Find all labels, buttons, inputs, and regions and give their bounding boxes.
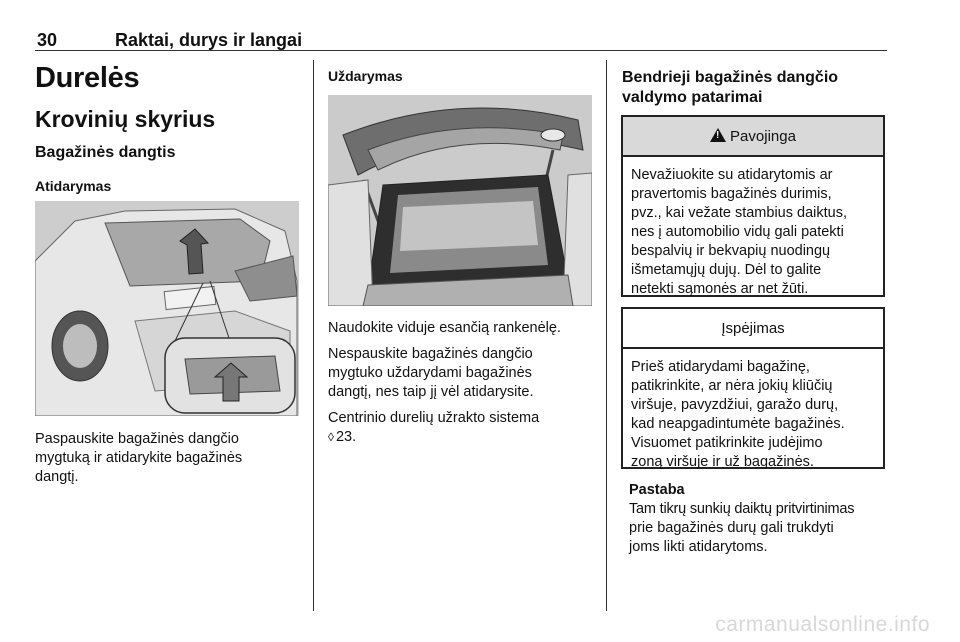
caption-line: Paspauskite bagažinės dangčio [35,431,239,447]
caption-line: dangtį. [35,469,79,485]
caution-header [623,309,883,349]
page-ref-icon: ◊ [328,430,334,444]
note-title: Pastaba [629,482,685,498]
general-tips-heading [622,68,838,108]
opening-heading: Atidarymas [35,178,112,194]
danger-line: pvz., kai vežate stambius daiktus, [631,205,847,221]
text-line: dangtį, nes taip jį vėl atidarysite. [328,384,534,400]
watermark: carmanualsonline.info [715,613,930,636]
text-line: Centrinio durelių užrakto sistema [328,410,540,426]
header-rule [35,50,887,51]
text-line: mygtuko uždarydami bagažinės [328,365,532,381]
closing-paragraph-1: Naudokite viduje esančią rankenėlę. [328,320,561,336]
note-line: Tam tikrų sunkių daiktų pritvirtinimas [629,501,855,517]
caution-line: Visuomet patikrinkite judėjimo [631,435,823,451]
central-locking-reference [328,409,600,447]
danger-line: pravertomis bagažinės durimis, [631,186,832,202]
page-number: 30 [37,30,58,50]
caution-box [621,307,885,469]
caution-line: viršuje, pavyzdžiui, garažo durų, [631,397,839,413]
danger-line: Nevažiuokite su atidarytomis ar [631,167,833,183]
column-divider-2 [606,60,607,611]
caution-line: zoną viršuje ir už bagažinės. [631,454,814,470]
chapter-title: Raktai, durys ir langai [115,30,303,50]
tailgate-button-illustration [35,201,299,416]
caption-line: mygtuką ir atidarykite bagažinės [35,450,243,466]
caution-line: patikrinkite, ar nėra jokių kliūčių [631,378,833,394]
danger-box [621,115,885,297]
subsection-heading: Krovinių skyrius [35,106,216,132]
topic-heading: Bagažinės dangtis [35,144,176,161]
heading-line: Bendrieji bagažinės dangčio [622,69,839,86]
text-line: Nespauskite bagažinės dangčio [328,346,533,362]
danger-header [623,117,883,157]
page-ref-number: 23. [335,429,357,445]
closing-text [328,319,600,454]
section-heading: Durelės [35,62,140,94]
column-divider-1 [313,60,314,611]
caution-line: kad neapgadintumėte bagažinės. [631,416,845,432]
danger-line: netekti sąmonės ar net žūti. [631,281,809,297]
caution-title: Įspėjimas [721,319,785,337]
danger-line: nes į automobilio vidų gali patekti [631,224,844,240]
danger-line: išmetamųjų dujų. Dėl to galite [631,262,822,278]
heading-line: valdymo patarimai [622,89,763,106]
page-reference-link[interactable] [328,429,356,445]
danger-body [623,157,883,299]
danger-line: bespalvių ir bekvapių nuodingų [631,243,831,259]
closing-paragraph-2 [328,345,600,402]
caution-body [623,349,883,472]
note-line: joms likti atidarytoms. [629,539,768,555]
caution-line: Prieš atidarydami bagažinę, [631,359,810,375]
danger-title: Pavojinga [730,127,796,145]
closing-heading: Uždarymas [328,68,403,84]
opening-caption [35,430,303,487]
warning-triangle-icon [710,128,726,142]
tailgate-closing-illustration [328,95,592,306]
note-line: prie bagažinės durų gali trukdyti [629,520,834,536]
note-block [629,481,891,557]
